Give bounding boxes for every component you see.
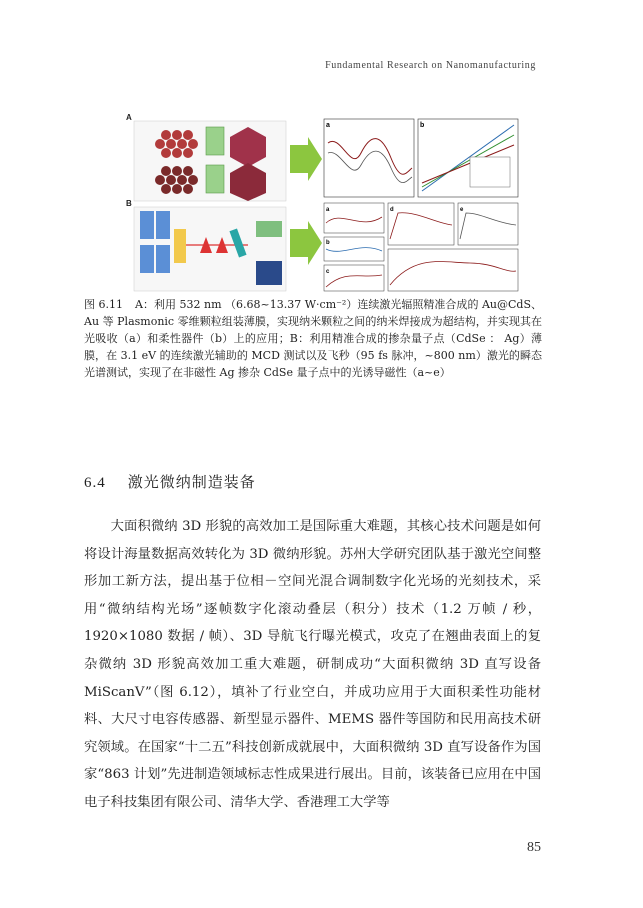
- arrow-panel-a: [290, 137, 322, 181]
- body-paragraph: 大面积微纳 3D 形貌的高效加工是国际重大难题，其核心技术问题是如何将设计海量数据高效转化为 3D 微纳形貌。苏州大学研究团队基于激光空间整形加工新方法，提出基于位相－空间光混合调制数字化光场的光刻技术，采用“微纳结构光场”逐帧数字化滚动叠层（积分）技术（1.2 万帧 / 秒，1920×1080 数据 / 帧）、3D 导航飞行曝光模式，攻克了在翘曲表面上的复杂微纳 3D 形貌高效加工重大难题，研制成功“大面积微纳 3D 直写设备 MiScanV”（图 6.12），填补了行业空白，并成功应用于大面积柔性功能材料、大尺寸电容传感器、新型显示器件、MEMS 器件等国防和民用高技术研究领域。在国家“十二五”科技创新成就展中，大面积微纳 3D 直写设备作为国家“863 计划”先进制造领域标志性成果进行展出。目前，该装备已应用在中国电子科技集团有限公司、清华大学、香港理工大学等: [84, 519, 541, 810]
- crystal-lattice: [256, 261, 282, 285]
- section-heading: [84, 471, 256, 492]
- subpanel-label-b-c: c: [326, 269, 330, 275]
- laser-beaker-bottom: [206, 165, 224, 193]
- subpanel-label-b-b: b: [326, 240, 330, 246]
- detector-box: [174, 229, 186, 263]
- caption-text: A：利用 532 nm （6.68~13.37 W·cm⁻²）连续激光辐照精准合成的 Au@CdS、Au 等 Plasmonic 零维颗粒组装薄膜，实现纳米颗粒之间的纳米焊接成为超结构，并实现其在光吸收（a）和柔性器件（b）上的应用；B：利用精准合成的掺杂量子点（CdSe ： Ag）薄膜，在 3.1 eV 的连续激光辅助的 MCD 测试以及飞秒（95 fs 脉冲，~800 nm）激光的瞬态光谱测试，实现了在非磁性 Ag 掺杂 CdSe 量子点中的光诱导磁性（a~e）: [84, 298, 542, 379]
- panel-label-b: B: [126, 199, 132, 208]
- laser-beaker-top: [206, 127, 224, 155]
- subpanel-label-b-e: e: [460, 207, 464, 213]
- plot-a-absorption: [324, 119, 414, 197]
- figure-caption: [84, 296, 542, 381]
- caption-figure-number: 图 6.11: [84, 298, 124, 311]
- subpanel-label-b: b: [420, 122, 425, 129]
- figure-image: [126, 113, 524, 293]
- laser-box-4: [156, 245, 170, 273]
- iv-inset: [470, 157, 510, 187]
- laser-box-3: [140, 245, 154, 273]
- figure-6-11: [126, 113, 524, 293]
- laser-box-2: [156, 211, 170, 239]
- arrow-panel-b: [290, 221, 322, 265]
- plot-b-c: [324, 265, 384, 291]
- section-number: 6.4: [84, 475, 106, 491]
- section-title: 激光微纳制造装备: [127, 473, 256, 491]
- plot-b-a: [324, 203, 384, 233]
- subpanel-label-a: a: [326, 122, 330, 129]
- laser-box-1: [140, 211, 154, 239]
- panel-label-a: A: [126, 113, 132, 122]
- film-photo: [256, 221, 282, 237]
- plot-b-d: [388, 203, 454, 245]
- page-number: 85: [527, 840, 541, 855]
- running-head: Fundamental Research on Nanomanufacturing: [325, 60, 536, 71]
- subpanel-label-b-a: a: [326, 207, 330, 213]
- subpanel-label-b-d: d: [390, 207, 394, 213]
